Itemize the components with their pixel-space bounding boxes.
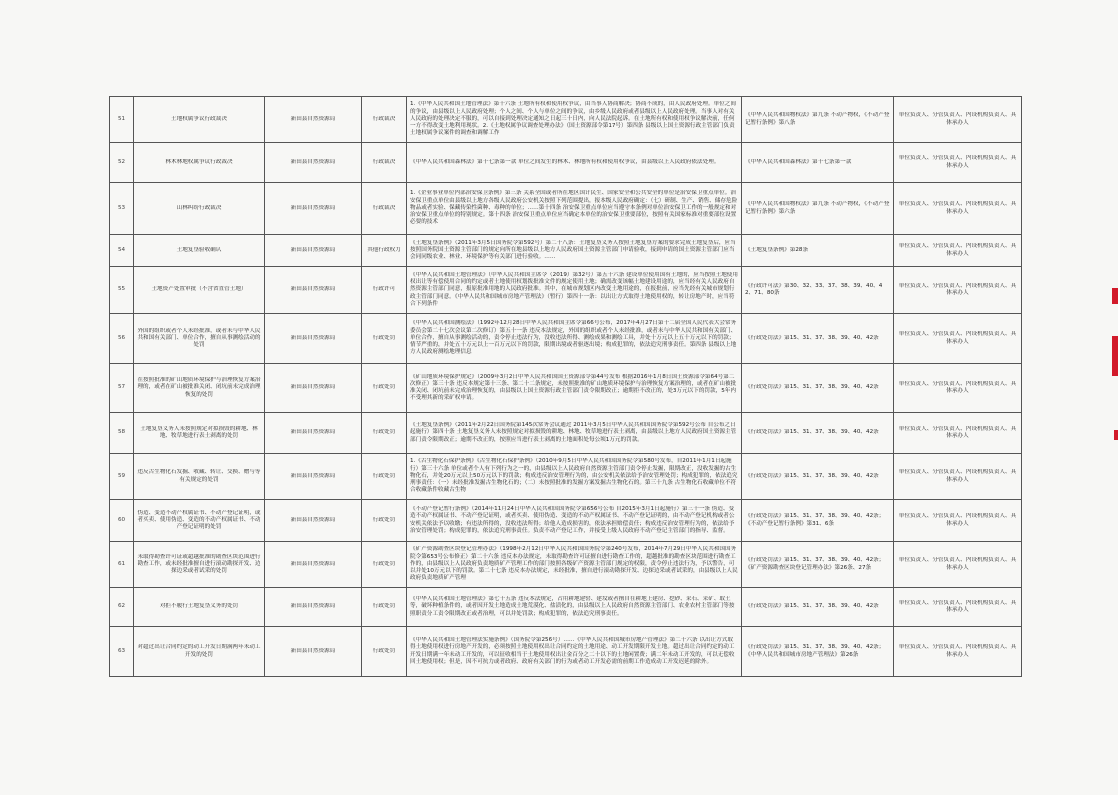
row-number: 58 [117,429,126,436]
row-number-cell [110,235,134,267]
row-number: 54 [117,246,126,253]
responsible-persons-cell [894,314,1022,364]
row-number: 55 [117,286,126,293]
accountability-basis-cell [742,314,894,364]
table-row [110,143,1022,183]
legal-basis: 《中华人民共和国土地管理法》第七十五条 违反本法规定，占用耕地建窑、建坟或者擅自在耕地上建房、挖砂、采石、采矿、取土等，破坏种植条件的，或者因开发土地造成土地荒漠化、盐渍化的，由县级以上人民政府自然资源主管部门、农业农村主管部门等按照职责分工责令限期改正或者治理，可以并处罚款；构成犯罪的，依法追究刑事责任。 [410,596,735,617]
legal-basis-cell [407,364,742,413]
legal-basis: 1.《古生物化石保护条例》《古生物化石保护条例》（2010年9月5日中华人民共和国国务院令第580号发布，自2011年1月1日起施行）第三十六条 单位或者个人有下列行为之一的，由县级以上人民政府自然资源主管部门责令停止发掘，限期改正，没收发掘的古生物化石，并处20万元以上50万元以下的罚款；构成违反治安管理行为的，由公安机关依法给予治安管理处罚；构成犯罪的，依法追究刑事责任：（一）未经批准发掘古生物化石的；（二）未按照批准的发掘方案发掘古生物化石的。第三十九条 古生物化石收藏单位不符合收藏条件收藏古生物 [410,458,738,494]
accountability-basis: 《中华人民共和国物权法》第九条 不动产物权，《不动产登记暂行条例》第六条 [745,201,890,215]
red-scan-mark [1112,288,1118,304]
legal-basis-cell [407,542,742,588]
item-name-cell [134,500,265,542]
legal-basis: 《矿产资源勘查区块登记管理办法》（1998年2月12日中华人民共和国国务院令第240号发布，2014年7月29日中华人民共和国国务院令第653号公布修正）第二十六条 违反本办法规定，未取得勘查许可证擅自进行勘查工作的，超越批准的勘查区块范围进行勘查工作的，由县级以上人民政府负责地质矿产管理工作的部门按照各级矿产资源主管部门规定的权限，责令停止违法行为，予以警告，可以并处10万元以下的罚款。第二十七条 违反本办法规定，未经批准，擅自进行滚动勘探开发、边探边采或者试采的，由县级以上人民政府负责地质矿产管理 [410,546,738,582]
power-type: 行政处罚 [372,516,396,523]
responsible-persons-cell [894,267,1022,314]
power-type: 其他行政权力 [367,246,401,253]
power-type-cell [362,627,407,677]
item-name: 对超过出让合同约定的动工开发日期满两年未动工开发的处罚 [137,644,261,658]
item-name-cell [134,542,265,588]
accountability-basis-cell [742,413,894,454]
power-type-cell [362,500,407,542]
responsible-persons: 单位负责人、分管负责人、内设机构负责人、具体承办人 [898,155,1017,169]
department: 新田县自然资源局 [290,158,336,165]
row-number-cell [110,97,134,143]
accountability-basis-cell [742,183,894,235]
accountability-basis: 《行政处罚法》第15、31、37、38、39、40、42条 [745,429,879,436]
item-name: 土地复垦验收确认 [176,246,222,253]
power-type-cell [362,454,407,500]
legal-basis-cell [407,267,742,314]
department: 新田县自然资源局 [290,603,336,610]
power-type-cell [362,143,407,183]
responsible-persons: 单位负责人、分管负责人、内设机构负责人、具体承办人 [898,513,1017,527]
row-number-cell [110,143,134,183]
legal-basis-cell [407,183,742,235]
legal-basis-cell [407,454,742,500]
power-type: 行政处罚 [372,384,396,391]
power-type: 行政裁决 [372,158,396,165]
item-name-cell [134,143,265,183]
row-number-cell [110,588,134,627]
item-name-cell [134,314,265,364]
legal-basis: 《土地复垦条例》（2011年2月22日国务院第145次常务会议通过 2011年3月5日中华人民共和国国务院令第592号公布 自公布之日起施行）第四十条 土地复垦义务人未按照规定对拟损毁的耕地、林地、牧草地进行表土剥离，由县级以上地方人民政府国土资源主管部门责令限期改正；逾期不改正的，按照应当进行表土剥离的土地面积处每公顷1万元的罚款。 [410,422,737,443]
power-type-cell [362,542,407,588]
legal-basis-cell [407,413,742,454]
responsible-persons: 单位负责人、分管负责人、内设机构负责人、具体承办人 [898,599,1017,613]
power-type-cell [362,267,407,314]
department-cell [265,97,362,143]
row-number-cell [110,627,134,677]
legal-basis: 1.《企业事业单位内部治安保卫条例》第三条 关系全国或者所在地区国计民生、国家安全和公共安全的单位是治安保卫重点单位。治安保卫重点单位由县级以上地方各级人民政府公安机关按照下列范围提出，报本级人民政府确定：（七）研制、生产、销售、储存危险物品或者实验、保藏传染性菌种、毒种的单位；……第十四条 治安保卫重点单位应当遵守本条例对单位治安保卫工作的一般规定和对治安保卫重点单位的特别规定。第十四条 治安保卫重点单位应当确定本单位的治安保卫重要部位，按照有关国家标准对重要部位设置必要的技术 [410,190,738,226]
responsible-persons: 单位负责人、分管负责人、内设机构负责人、具体承办人 [898,243,1017,257]
legal-basis-cell [407,143,742,183]
row-number-cell [110,500,134,542]
power-type: 行政处罚 [372,603,396,610]
power-type: 行政裁决 [372,204,396,211]
legal-basis-cell [407,588,742,627]
department-cell [265,143,362,183]
department-cell [265,183,362,235]
legal-basis: 1.《中华人民共和国土地管理法》第十六条 土地所有权和使用权争议，由当事人协商解决；协商不成的，由人民政府处理。单位之间的争议，由县级以上人民政府处理；个人之间、个人与单位之间的争议，由乡级人民政府或者县级以上人民政府处理。当事人对有关人民政府的处理决定不服的，可以自接到处理决定通知之日起三十日内，向人民法院起诉。在土地所有权和使用权争议解决前，任何一方不得改变土地利用现状。2.《土地权属争议调查处理办法》（国土资源部令第17号）第四条 县级以上国土资源行政主管部门负责土地权属争议案件的调查和调解工作 [410,101,736,137]
table-row [110,454,1022,500]
power-type-cell [362,413,407,454]
responsible-persons-cell [894,500,1022,542]
accountability-basis-cell [742,588,894,627]
accountability-basis: 《土地复垦条例》第28条 [745,246,809,253]
power-type: 行政处罚 [372,560,396,567]
red-scan-mark [1112,336,1118,376]
row-number: 60 [117,516,126,523]
department: 新田县自然资源局 [290,115,336,122]
row-number-cell [110,183,134,235]
legal-basis-cell [407,314,742,364]
table-row [110,588,1022,627]
table-row [110,627,1022,677]
accountability-basis: 《行政处罚法》第15、31、37、38、39、40、42条 [745,384,879,391]
item-name-cell [134,588,265,627]
item-name-cell [134,364,265,413]
department-cell [265,500,362,542]
item-name-cell [134,267,265,314]
department: 新田县自然资源局 [290,647,336,654]
accountability-basis: 《行政许可法》第30、32、33、37、38、39、40、42、71、80条 [745,282,883,296]
power-list-table [109,96,1022,677]
table-row [110,267,1022,314]
power-type: 行政处罚 [372,429,396,436]
department-cell [265,627,362,677]
legal-basis: 《中华人民共和国土地管理法实施条例》（国务院令第256号）……《中华人民共和国城市房地产管理法》第二十六条 以出让方式取得土地使用权进行房地产开发的，必须按照土地使用权出让合同约定的土地用途、动工开发期限开发土地。超过出让合同约定的动工开发日期满一年未动工开发的，可以征收相当于土地使用权出让金百分之二十以下的土地闲置费；满二年未动工开发的，可以无偿收回土地使用权；但是，因不可抗力或者政府、政府有关部门的行为或者动工开发必需的前期工作造成动工开发迟延的除外。 [410,637,735,665]
legal-basis: 《土地复垦条例》（2011年3月5日国务院令第592号）第二十八条：土地复垦义务人按照土地复垦方案的要求完成土地复垦后，应当按照国务院国土资源主管部门的规定向所在地县级以上地方人民政府国土资源主管部门申请验收，接到申请的国土资源主管部门应当会同同级农业、林业、环境保护等有关部门进行验收。…… [410,239,736,261]
accountability-basis: 《行政处罚法》第15、31、37、38、39、40、42条；《矿产资源勘查区块登记管理办法》第26条、27条 [745,557,885,571]
table-row [110,364,1022,413]
item-name-cell [134,627,265,677]
legal-basis: 《矿山地质环境保护规定》（2009年3月2日中华人民共和国国土资源部令第44号发布 根据2016年1月8日国土资源部令第64号第二次修正）第三十条 违反本规定第十三条、第二十二条规定，未按照批准的矿山地质环境保护与治理恢复方案治理的，或者在矿山被批准关闭、闭坑前未完成治理恢复的，由县级以上国土资源行政主管部门责令限期改正；逾期拒不改正的，处3万元以下的罚款，5年内不受理其新的采矿权申请。 [410,373,737,402]
item-name-cell [134,413,265,454]
accountability-basis: 《中华人民共和国森林法》第十七条第一款 [745,158,852,165]
department: 新田县自然资源局 [290,384,336,391]
item-name-cell [134,235,265,267]
responsible-persons-cell [894,627,1022,677]
item-name: 对拒不履行土地复垦义务的处罚 [159,603,239,610]
item-name: 土地权属争议行政裁决 [171,115,227,122]
accountability-basis: 《行政处罚法》第15、31、37、38、39、40、42条；《中华人民共和国城市房地产管理法》第26条 [745,644,885,658]
responsible-persons: 单位负责人、分管负责人、内设机构负责人、具体承办人 [898,644,1017,658]
power-type-cell [362,588,407,627]
department-cell [265,364,362,413]
legal-basis-cell [407,97,742,143]
accountability-basis: 《行政处罚法》第15、31、37、38、39、40、42条；《不动产登记暂行条例》第31、6条 [745,513,885,527]
department: 新田县自然资源局 [290,560,336,567]
item-name-cell [134,97,265,143]
power-type-cell [362,235,407,267]
legal-basis-cell [407,627,742,677]
item-name-cell [134,183,265,235]
accountability-basis: 《行政处罚法》第15、31、37、38、39、40、42条 [745,603,879,610]
row-number: 59 [117,472,126,479]
accountability-basis: 《中华人民共和国物权法》第九条 不动产物权，《不动产登记暂行条例》第八条 [745,112,890,126]
accountability-basis-cell [742,143,894,183]
responsible-persons-cell [894,542,1022,588]
department-cell [265,235,362,267]
item-name: 在按照批准的矿山地质环境保护与治理恢复方案治理的，或者在矿山被批准关闭、闭坑前未完成治理恢复的处罚 [137,377,261,398]
power-type: 行政裁决 [372,115,396,122]
item-name: 伪造、变造不动产权属证书、不动产登记证明，或者买卖、使用伪造、变造的不动产权属证书、不动产登记证明的处罚 [137,509,261,531]
table-row [110,183,1022,235]
responsible-persons-cell [894,413,1022,454]
department-cell [265,588,362,627]
responsible-persons: 单位负责人、分管负责人、内设机构负责人、具体承办人 [898,331,1017,345]
legal-basis: 《中华人民共和国森林法》第十七条第一款 单位之间发生的林木、林地所有权和使用权争议，由县级以上人民政府依法处理。 [410,158,720,165]
department: 新田县自然资源局 [290,472,336,479]
item-name: 土地资产处置审批（不含省直管土地） [151,286,247,293]
department-cell [265,454,362,500]
department: 新田县自然资源局 [290,334,336,341]
department-cell [265,413,362,454]
power-type-cell [362,183,407,235]
row-number-cell [110,542,134,588]
power-type-cell [362,314,407,364]
item-name: 山林纠纷行政裁决 [176,204,222,211]
responsible-persons: 单位负责人、分管负责人、内设机构负责人、具体承办人 [898,380,1017,394]
item-name: 林木林地权属争议行政裁决 [165,158,233,165]
row-number: 63 [117,647,126,654]
table-row [110,500,1022,542]
responsible-persons: 单位负责人、分管负责人、内设机构负责人、具体承办人 [898,469,1017,483]
accountability-basis-cell [742,627,894,677]
department: 新田县自然资源局 [290,286,336,293]
item-name: 未取得勘查许可证或超越批准的勘查区块范围进行勘查工作，或未经批准擅自进行滚动勘探开发、边探边采或者试采的处罚 [137,553,261,575]
department: 新田县自然资源局 [290,516,336,523]
power-type: 行政处罚 [372,647,396,654]
row-number: 56 [117,334,126,341]
accountability-basis-cell [742,542,894,588]
row-number: 51 [117,115,126,122]
department-cell [265,542,362,588]
responsible-persons-cell [894,364,1022,413]
accountability-basis-cell [742,267,894,314]
row-number-cell [110,267,134,314]
table-row [110,97,1022,143]
item-name: 违反古生物化石发掘、收藏、转让、交换、赠与等有关规定的处罚 [137,469,261,483]
responsible-persons-cell [894,97,1022,143]
accountability-basis-cell [742,364,894,413]
accountability-basis-cell [742,454,894,500]
power-type: 行政处罚 [372,334,396,341]
row-number-cell [110,413,134,454]
accountability-basis: 《行政处罚法》第15、31、37、38、39、40、42条 [745,472,879,479]
item-name: 外国的组织或者个人未经批准，或者未与中华人民共和国有关部门、单位合作，擅自从事测绘活动的处罚 [137,327,261,349]
responsible-persons-cell [894,143,1022,183]
row-number-cell [110,314,134,364]
responsible-persons-cell [894,235,1022,267]
responsible-persons-cell [894,183,1022,235]
row-number-cell [110,454,134,500]
legal-basis: 《中华人民共和国测绘法》（1992年12月28日中华人民共和国主席令第66号公布，2017年4月27日第十二届全国人民代表大会常务委员会第二十七次会议第二次修订）第五十一条 违反本法规定，外国的组织或者个人未经批准，或者未与中华人民共和国有关部门、单位合作，擅自从事测绘活动的，责令停止违法行为，没收违法所得、测绘成果和测绘工具，并处十万元以上五十万元以下的罚款；情节严重的，并处五十万元以上一百万元以下的罚款，限期出境或者驱逐出境；构成犯罪的，依法追究刑事责任。第四条 县级以上地方人民政府测绘地理信息 [410,320,737,356]
responsible-persons-cell [894,588,1022,627]
table-row [110,314,1022,364]
power-type: 行政处罚 [372,472,396,479]
table-row [110,542,1022,588]
table-row [110,235,1022,267]
red-scan-mark [1114,430,1118,440]
item-name-cell [134,454,265,500]
power-type-cell [362,364,407,413]
responsible-persons: 单位负责人、分管负责人、内设机构负责人、具体承办人 [898,282,1017,296]
department: 新田县自然资源局 [290,246,336,253]
department-cell [265,314,362,364]
row-number: 57 [117,384,126,391]
accountability-basis: 《行政处罚法》第15、31、37、38、39、40、42条 [745,334,879,341]
responsible-persons: 单位负责人、分管负责人、内设机构负责人、具体承办人 [898,112,1017,126]
power-type: 行政许可 [372,286,396,293]
row-number-cell [110,364,134,413]
item-name: 土地复垦义务人未按照规定对拟损毁的耕地、林地、牧草地进行表土剥离的处罚 [140,425,258,439]
accountability-basis-cell [742,500,894,542]
row-number: 52 [117,158,126,165]
accountability-basis-cell [742,235,894,267]
department: 新田县自然资源局 [290,429,336,436]
responsible-persons: 单位负责人、分管负责人、内设机构负责人、具体承办人 [898,425,1017,439]
row-number: 62 [117,603,126,610]
legal-basis: 《中华人民共和国土地管理法》（中华人民共和国主席令（2019）第32号）第五十六条 建设单位使用国有土地的，应当按照土地使用权出让等有偿使用合同的约定或者土地使用权划拨批准文件的规定使用土地；确需改变该幅土地建设用途的，应当经有关人民政府自然资源主管部门同意，报原批准用地的人民政府批准。其中，在城市规划区内改变土地用途的，在报批前，应当先经有关城市规划行政主管部门同意。《中华人民共和国城市房地产管理法》（暂行）第四十一条：以出让方式取得土地使用权的，转让房地产时，应当符合下列条件 [410,271,738,307]
department: 新田县自然资源局 [290,204,336,211]
responsible-persons: 单位负责人、分管负责人、内设机构负责人、具体承办人 [898,557,1017,571]
department-cell [265,267,362,314]
legal-basis-cell [407,235,742,267]
accountability-basis-cell [742,97,894,143]
row-number: 53 [117,204,126,211]
power-type-cell [362,97,407,143]
table-row [110,413,1022,454]
row-number: 61 [117,560,126,567]
responsible-persons: 单位负责人、分管负责人、内设机构负责人、具体承办人 [898,201,1017,215]
responsible-persons-cell [894,454,1022,500]
legal-basis-cell [407,500,742,542]
legal-basis: 《不动产登记暂行条例》（2014年11月24日中华人民共和国国务院令第656号公布 自2015年3月1日起施行）第三十一条 伪造、变造不动产权属证书、不动产登记证明，或者买卖、使用伪造、变造的不动产权属证书、不动产登记证明的，由不动产登记机构或者公安机关依法予以收缴；有违法所得的，没收违法所得；给他人造成损害的，依法承担赔偿责任；构成违反治安管理行为的，依法给予治安管理处罚；构成犯罪的，依法追究刑事责任。负责不动产登记工作，并接受上级人民政府不动产登记主管部门的指导、监督。 [410,506,735,534]
